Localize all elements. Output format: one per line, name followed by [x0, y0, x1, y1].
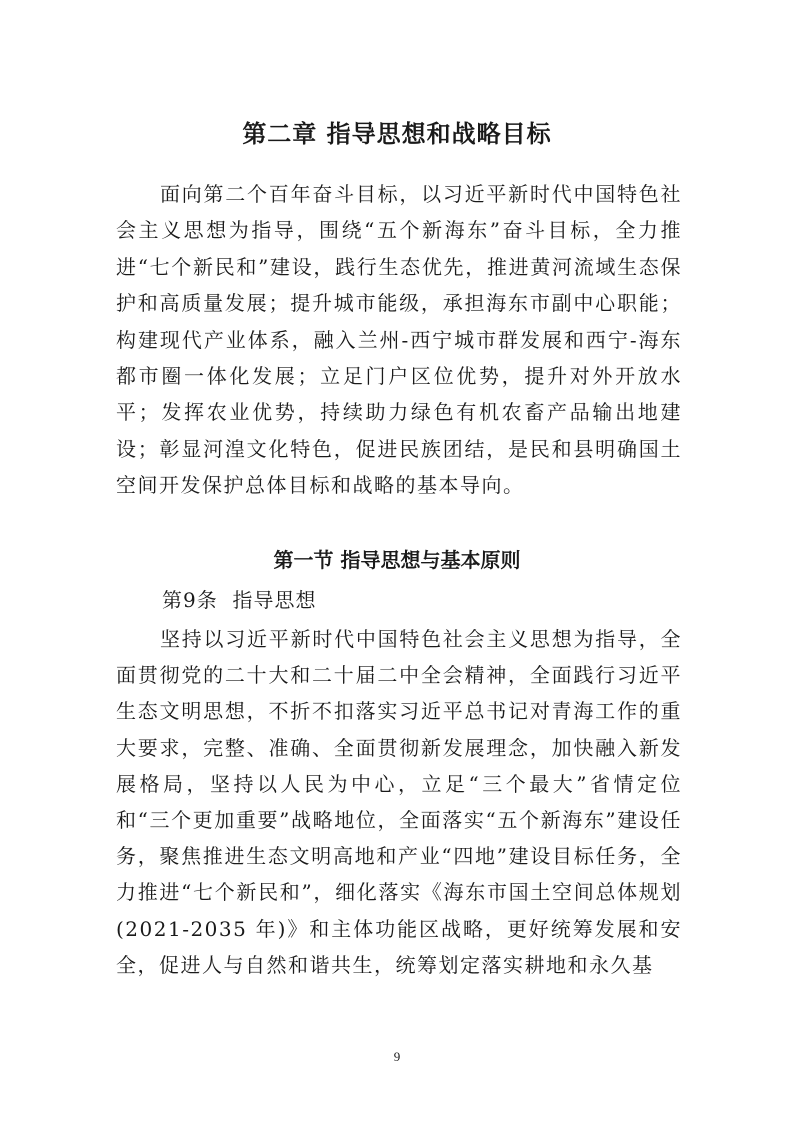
section-title: 第一节 指导思想与基本原则 — [273, 548, 521, 572]
chapter-title: 第二章 指导思想和战略目标 — [242, 120, 552, 148]
article-heading: 第9条 指导思想 — [162, 588, 317, 612]
page-number: 9 — [393, 1049, 401, 1064]
intro-paragraph: 面向第二个百年奋斗目标，以习近平新时代中国特色社会主义思想为指导，围绕“五个新海东”奋斗目标，全力推进“七个新民和”建设，践行生态优先，推进黄河流域生态保护和高质量发展；提升城市能级，承担海东市副中心职能；构建现代产业体系，融入兰州-西宁城市群发展和西宁-海东都市圈一体化发展；立足门户区位优势，提升对外开放水平；发挥农业优势，持续助力绿色有机农畜产品输出地建设；彰显河湟文化特色，促进民族团结，是民和县明确国土空间开发保护总体目标和战略的基本导向。 — [116, 182, 682, 498]
article-paragraph: 坚持以习近平新时代中国特色社会主义思想为指导，全面贯彻党的二十大和二十届二中全会精神，全面践行习近平生态文明思想，不折不扣落实习近平总书记对青海工作的重大要求，完整、准确、全面贯彻新发展理念，加快融入新发展格局，坚持以人民为中心，立足“三个最大”省情定位和“三个更加重要”战略地位，全面落实“五个新海东”建设任务，聚焦推进生态文明高地和产业“四地”建设目标任务，全力推进“七个新民和”，细化落实《海东市国土空间总体规划(2021-2035 年)》和主体功能区战略，更好统筹发展和安全，促进人与自然和谐共生，统筹划定落实耕地和永久基 — [116, 627, 682, 977]
